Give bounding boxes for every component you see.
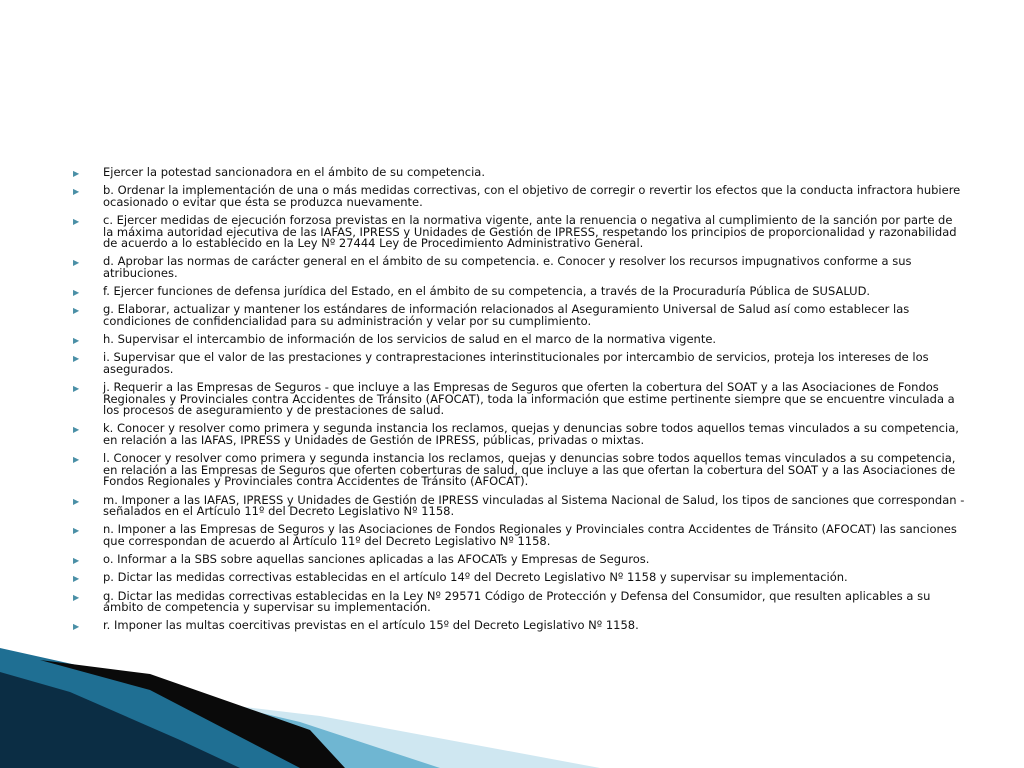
- bullet-item: [73, 423, 965, 446]
- right-arrow-bullet-icon: ▶: [73, 354, 80, 364]
- bullet-item: [73, 492, 965, 519]
- bullet-text: k. Conocer y resolver como primera y segunda instancia los reclamos, quejas y denuncias sobre todos aquellos temas vinculados a su competencia, en relación a las IAFAS, IPRESS y Unidades de Gestión de IPRESS, públicas, privadas o mixtas.: [103, 421, 959, 448]
- bullet-text: Ejercer la potestad sancionadora en el ámbito de su competencia.: [103, 165, 485, 179]
- bullet-item: [73, 185, 965, 208]
- bullet-item: [73, 256, 965, 279]
- bullet-item: [73, 453, 965, 488]
- right-arrow-bullet-icon: ▶: [73, 496, 80, 506]
- bullet-text: f. Ejercer funciones de defensa jurídica del Estado, en el ámbito de su competencia, a través de la Procuraduría Pública de SUSALUD.: [103, 284, 871, 299]
- bullet-item: [73, 524, 965, 547]
- bullet-item: [73, 572, 965, 584]
- bullet-text: b. Ordenar la implementación de una o más medidas correctivas, con el objetivo de corregir o revertir los efectos que la conducta infractora hubiere ocasionado o evitar que ésta se produzca nuevamente.: [103, 183, 961, 209]
- bullet-text: g. Elaborar, actualizar y mantener los estándares de información relacionados al Aseguramiento Universal de Salud así como establecer las condiciones de confidencialidad para su administración y velar por su cumplimiento.: [103, 302, 910, 328]
- wave-black-stripe: [40, 660, 345, 768]
- bullet-item: [73, 620, 965, 632]
- bullet-item: [73, 212, 965, 251]
- bullet-item: [73, 286, 965, 298]
- right-arrow-bullet-icon: ▶: [73, 556, 80, 566]
- bullet-text: c. Ejercer medidas de ejecución forzosa previstas en la normativa vigente, ante la renuencia o negativa al cumplimiento de la sanción por parte de la máxima autoridad ejecutiva de las IAFAS, IPRESS y Unidades de Gestión de IPRESS, respetando los principios de proporcionalidad y razonabilidad de acuerdo a lo establecido en la Ley Nº 27444 Ley de Procedimiento Administrativo General.: [103, 212, 957, 251]
- right-arrow-bullet-icon: ▶: [73, 288, 80, 298]
- bullet-item: [73, 352, 965, 375]
- bullet-text: j. Requerir a las Empresas de Seguros - que incluye a las Empresas de Seguros que oferten la cobertura del SOAT y a las Asociaciones de Fondos Regionales y Provinciales contra Accidentes de Tránsito (AFOCAT), toda la información que estime pertinente siempre que se encuentre vinculada a los procesos de aseguramiento y de prestaciones de salud.: [103, 380, 955, 418]
- bullet-item: [73, 304, 965, 327]
- bullet-text: o. Informar a la SBS sobre aquellas sanciones aplicadas a las AFOCATs y Empresas de Seguros.: [103, 552, 650, 567]
- right-arrow-bullet-icon: ▶: [73, 425, 80, 435]
- right-arrow-bullet-icon: ▶: [73, 622, 80, 632]
- bullet-item: [73, 334, 965, 346]
- wave-band-dark: [0, 672, 240, 768]
- bullet-text: q. Dictar las medidas correctivas establecidas en la Ley Nº 29571 Código de Protección y Defensa del Consumidor, que resulten aplicables a su ámbito de competencia y supervisar su implementación.: [103, 588, 931, 615]
- wave-band-pale: [0, 690, 600, 768]
- right-arrow-bullet-icon: ▶: [73, 336, 80, 346]
- right-arrow-bullet-icon: ▶: [73, 455, 80, 465]
- bullet-text: h. Supervisar el intercambio de información de los servicios de salud en el marco de la normativa vigente.: [103, 332, 717, 347]
- right-arrow-bullet-icon: ▶: [73, 216, 80, 226]
- right-arrow-bullet-icon: ▶: [73, 592, 80, 602]
- wave-band-light: [0, 662, 440, 768]
- bullet-item: [73, 588, 965, 615]
- right-arrow-bullet-icon: ▶: [73, 384, 80, 394]
- bullet-text: n. Imponer a las Empresas de Seguros y las Asociaciones de Fondos Regionales y Provinciales contra Accidentes de Tránsito (AFOCAT) las sanciones que correspondan de acuerdo al Artículo 11º del Decreto Legislativo Nº 1158.: [103, 522, 957, 548]
- bullet-item: [73, 382, 965, 417]
- right-arrow-bullet-icon: ▶: [73, 526, 80, 536]
- bullet-item: [73, 167, 965, 179]
- bullet-text: l. Conocer y resolver como primera y segunda instancia los reclamos, quejas y denuncias sobre todos aquellos temas vinculados a su competencia, en relación a las Empresas de Seguros que oferten coberturas de salud, que incluye a las que ofertan la cobertura del SOAT y a las Asociaciones de Fondos Regionales y Provinciales contra Accidentes de Tránsito (AFOCAT).: [103, 451, 956, 489]
- bullet-list: [73, 167, 965, 639]
- bullet-text: p. Dictar las medidas correctivas establecidas en el artículo 14º del Decreto Legislativo Nº 1158 y supervisar su implementación.: [103, 570, 848, 585]
- bullet-text: i. Supervisar que el valor de las prestaciones y contraprestaciones interinstitucionales por intercambio de servicios, proteja los intereses de los asegurados.: [103, 350, 929, 376]
- right-arrow-bullet-icon: ▶: [73, 258, 80, 268]
- bullet-text: m. Imponer a las IAFAS, IPRESS y Unidades de Gestión de IPRESS vinculadas al Sistema Nacional de Salud, los tipos de sanciones que correspondan - señalados en el Artículo 11º del Decreto Legislativo Nº 1158.: [103, 492, 965, 519]
- bullet-text: d. Aprobar las normas de carácter general en el ámbito de su competencia. e. Conocer y resolver los recursos impugnativos conforme a sus atribuciones.: [103, 254, 912, 280]
- bullet-item: [73, 554, 965, 566]
- right-arrow-bullet-icon: ▶: [73, 574, 80, 584]
- right-arrow-bullet-icon: ▶: [73, 306, 80, 316]
- right-arrow-bullet-icon: ▶: [73, 187, 80, 197]
- right-arrow-bullet-icon: ▶: [73, 169, 80, 178]
- wave-band-mid: [0, 648, 330, 768]
- bullet-text: r. Imponer las multas coercitivas previstas en el artículo 15º del Decreto Legislativo Nº 1158.: [103, 618, 639, 633]
